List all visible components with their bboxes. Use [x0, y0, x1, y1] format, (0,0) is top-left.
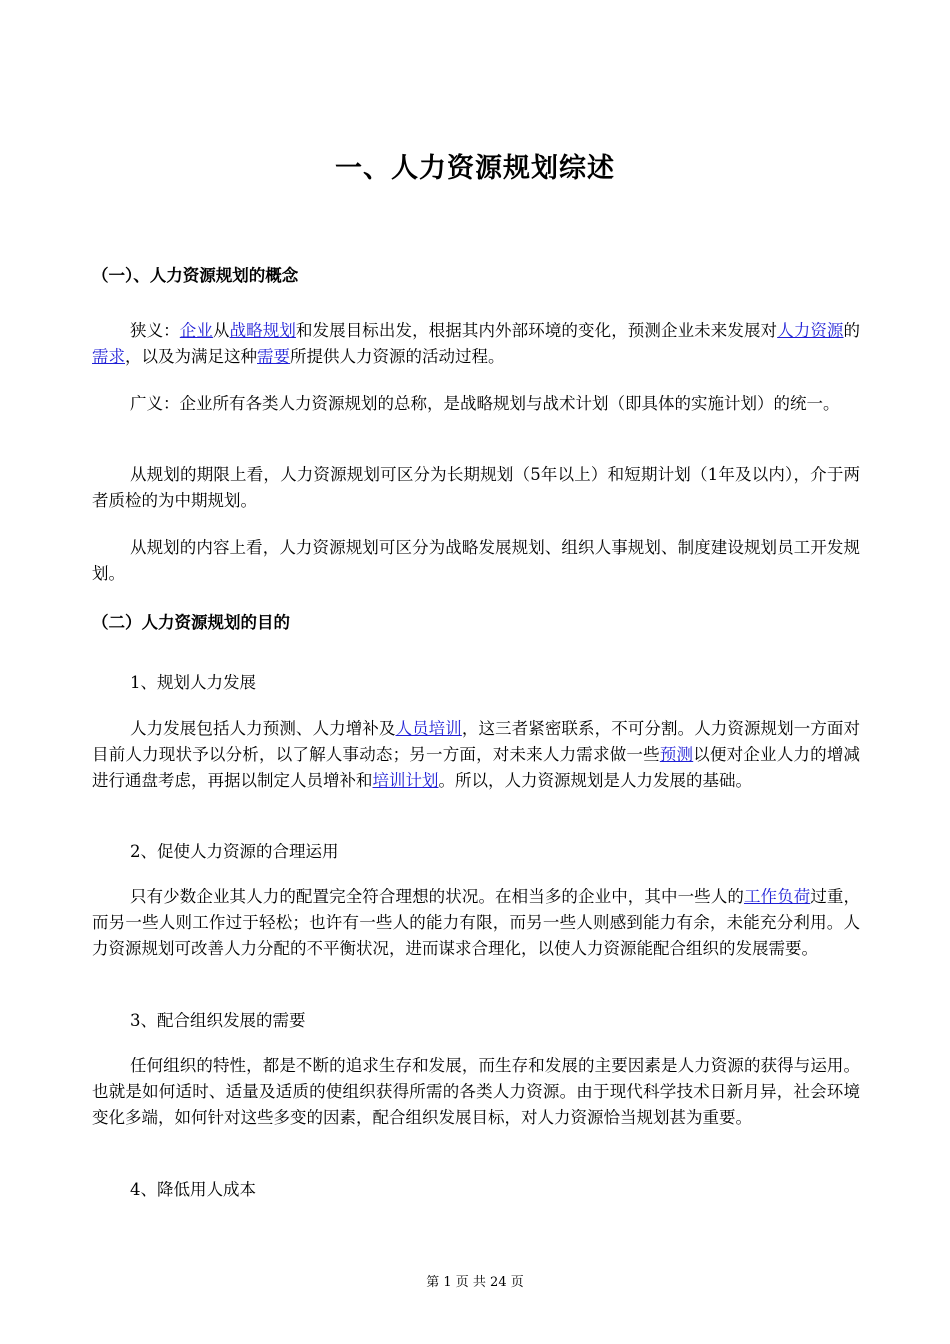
- paragraph-rational-use: [92, 884, 860, 962]
- text-run: 。所以，人力资源规划是人力发展的基础。: [438, 771, 752, 790]
- section-heading-concept: （一）、人力资源规划的概念: [92, 266, 299, 285]
- paragraph-manpower-development: [92, 716, 860, 794]
- link-strategic-planning[interactable]: 战略规划: [229, 321, 296, 340]
- link-enterprise[interactable]: 企业: [179, 321, 213, 340]
- list-item-heading: 4、降低用人成本: [130, 1180, 256, 1199]
- paragraph-planning-content: 从规划的内容上看，人力资源规划可区分为战略发展规划、组织人事规划、制度建设规划员工开发规划。: [92, 538, 860, 583]
- link-workload[interactable]: 工作负荷: [743, 887, 811, 906]
- text-run: 狭义：: [130, 321, 180, 340]
- link-forecast[interactable]: 预测: [659, 745, 694, 764]
- text-run: 和发展目标出发，根据其内外部环境的变化，预测企业未来发展对: [295, 321, 778, 340]
- paragraph-planning-term: 从规划的期限上看，人力资源规划可区分为长期规划（5年以上）和短期计划（1年及以内），介于两者质检的为中期规划。: [92, 465, 860, 510]
- text-run: 以便对企业人力的增减进行通盘考虑，再据以制定人员增补和: [92, 745, 861, 790]
- list-item-heading: 2、促使人力资源的合理运用: [130, 842, 339, 861]
- text-run: 的: [843, 321, 861, 340]
- link-demand[interactable]: 需求: [92, 347, 125, 366]
- link-training-plan[interactable]: 培训计划: [372, 771, 439, 790]
- list-item-heading: 3、配合组织发展的需要: [130, 1011, 306, 1030]
- page-footer: 第 1 页 共 24 页: [426, 1275, 524, 1290]
- text-run: 过重，而另一些人则工作过于轻松；也许有一些人的能力有限，而另一些人则感到能力有余，未能充分利用。人力资源规划可改善人力分配的不平衡状况，进而谋求合理化，以使人力资源能配合组织的发展需要。: [92, 887, 861, 958]
- paragraph-broad-definition: 广义：企业所有各类人力资源规划的总称，是战略规划与战术计划（即具体的实施计划）的统一。: [130, 394, 840, 413]
- section-heading-purpose: （二）人力资源规划的目的: [92, 613, 290, 632]
- link-human-resources[interactable]: 人力资源: [777, 321, 844, 340]
- paragraph-organization-needs: 任何组织的特性，都是不断的追求生存和发展，而生存和发展的主要因素是人力资源的获得与运用。也就是如何适时、适量及适质的使组织获得所需的各类人力资源。由于现代科学技术日新月异，社会环境变化多端，如何针对这些多变的因素，配合组织发展目标，对人力资源恰当规划甚为重要。: [92, 1056, 860, 1127]
- text-run: 人力发展包括人力预测、人力增补及: [130, 719, 396, 738]
- text-run: 只有少数企业其人力的配置完全符合理想的状况。在相当多的企业中，其中一些人的: [130, 887, 744, 906]
- link-staff-training[interactable]: 人员培训: [395, 719, 462, 738]
- text-run: 所提供人力资源的活动过程。: [290, 347, 505, 366]
- text-run: ，以及为满足这种: [125, 347, 257, 366]
- link-need[interactable]: 需要: [257, 347, 290, 366]
- text-run: 从: [212, 321, 230, 340]
- list-item-heading: 1、规划人力发展: [130, 673, 256, 692]
- text-run: ，这三者紧密联系，不可分割。人力资源规划一方面对目前人力现状予以分析，以了解人事动态；另一方面，对未来人力需求做一些: [92, 719, 861, 764]
- page-title: 一、人力资源规划综述: [335, 153, 615, 184]
- paragraph-narrow-definition: [92, 318, 860, 370]
